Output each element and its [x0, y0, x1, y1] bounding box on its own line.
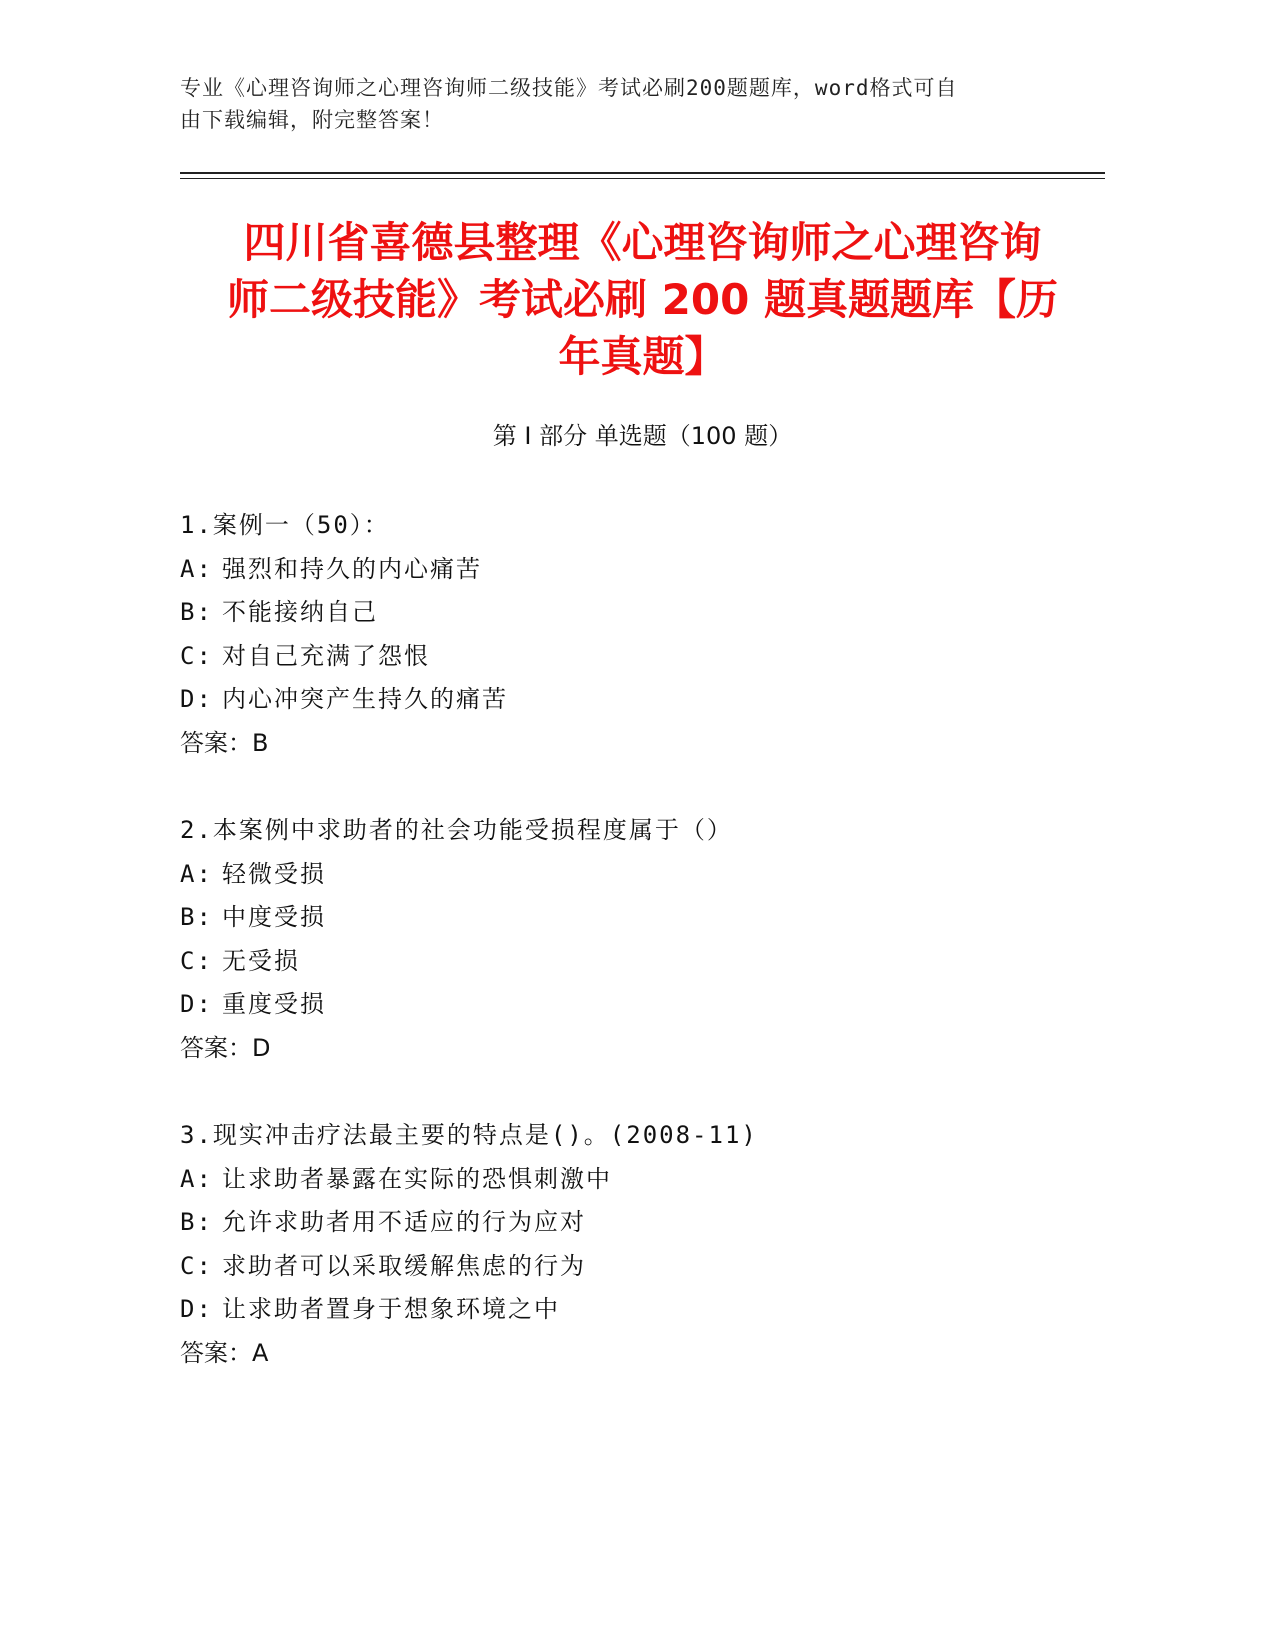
- option-text: 中度受损: [222, 903, 326, 931]
- answer: 答案：D: [180, 1033, 271, 1062]
- option-letter: B:: [180, 903, 213, 931]
- header-note-line-1: 专业《心理咨询师之心理咨询师二级技能》考试必刷200题题库，word格式可自: [180, 76, 958, 100]
- option-text: 强烈和持久的内心痛苦: [222, 554, 482, 583]
- option-c: [180, 635, 1105, 679]
- header-note-line-2: 由下载编辑，附完整答案！: [180, 108, 444, 132]
- option-text: 无受损: [222, 946, 300, 975]
- question-1: [180, 504, 1105, 765]
- option-text: 重度受损: [222, 990, 326, 1018]
- option-b: [180, 1201, 1105, 1245]
- option-letter: C:: [180, 946, 213, 975]
- option-d: [180, 983, 1105, 1027]
- option-letter: B:: [180, 1208, 213, 1236]
- option-a: [180, 853, 1105, 897]
- option-text: 让求助者置身于想象环境之中: [222, 1295, 560, 1323]
- option-text: 轻微受损: [222, 859, 326, 888]
- title-line-3: 年真题】: [558, 332, 727, 381]
- option-b: [180, 591, 1105, 635]
- option-b: [180, 896, 1105, 940]
- option-letter: B:: [180, 598, 213, 626]
- header-note: [180, 72, 1050, 136]
- header-divider-thick: [180, 172, 1105, 174]
- option-c: [180, 1245, 1105, 1289]
- option-letter: C:: [180, 641, 213, 670]
- option-letter: A:: [180, 554, 213, 583]
- document-title: [180, 214, 1105, 385]
- option-letter: A:: [180, 1164, 213, 1193]
- question-stem: 3.现实冲击疗法最主要的特点是()。(2008-11): [180, 1121, 758, 1149]
- question-3: [180, 1114, 1105, 1375]
- option-c: [180, 940, 1105, 984]
- option-letter: C:: [180, 1251, 213, 1280]
- answer: 答案：B: [180, 728, 269, 757]
- option-letter: D:: [180, 685, 213, 713]
- question-2: [180, 809, 1105, 1070]
- question-stem: 2.本案例中求助者的社会功能受损程度属于（）: [180, 816, 733, 844]
- question-stem: 1.案例一（50）：: [180, 511, 390, 539]
- answer: 答案：A: [180, 1338, 269, 1367]
- option-text: 内心冲突产生持久的痛苦: [222, 685, 508, 713]
- option-letter: A:: [180, 859, 213, 888]
- option-d: [180, 1288, 1105, 1332]
- option-d: [180, 678, 1105, 722]
- option-letter: D:: [180, 990, 213, 1018]
- option-text: 不能接纳自己: [222, 598, 378, 626]
- option-text: 允许求助者用不适应的行为应对: [222, 1208, 586, 1236]
- title-line-2: 师二级技能》考试必刷 200 题真题题库【历: [227, 275, 1058, 324]
- option-letter: D:: [180, 1295, 213, 1323]
- option-text: 让求助者暴露在实际的恐惧刺激中: [222, 1164, 612, 1193]
- title-line-1: 四川省喜德县整理《心理咨询师之心理咨询: [243, 218, 1042, 267]
- option-text: 对自己充满了怨恨: [222, 641, 430, 670]
- option-a: [180, 1158, 1105, 1202]
- header-divider-thin: [180, 178, 1105, 179]
- option-a: [180, 548, 1105, 592]
- section-title: 第 I 部分 单选题（100 题）: [492, 422, 793, 450]
- option-text: 求助者可以采取缓解焦虑的行为: [222, 1251, 586, 1280]
